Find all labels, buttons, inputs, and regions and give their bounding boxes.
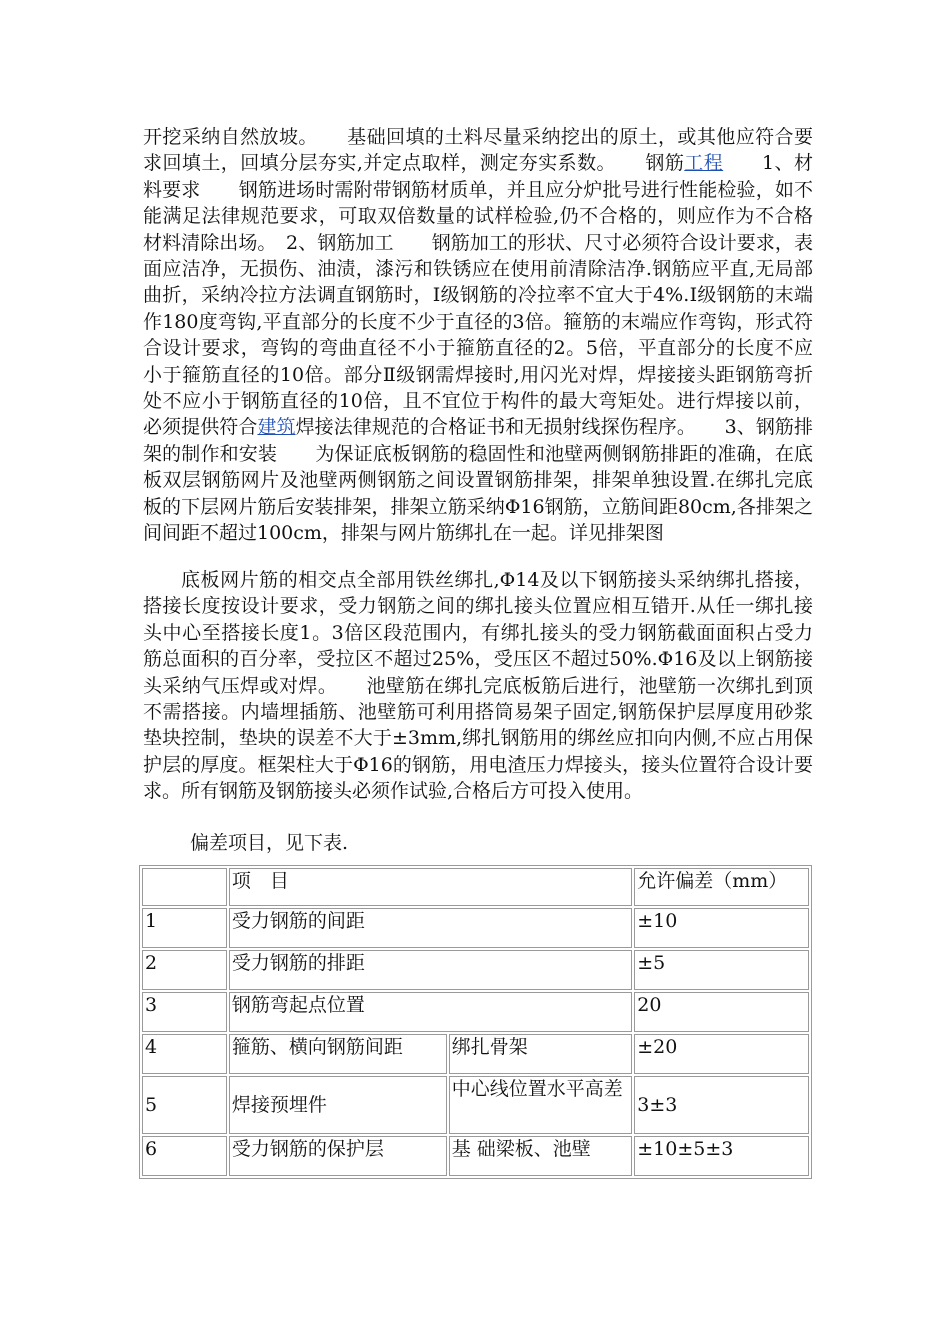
link-jianzhu[interactable]: 建筑	[257, 416, 296, 439]
header-item: 项 目	[229, 868, 632, 906]
link-gongcheng[interactable]: 工程	[684, 152, 724, 175]
table-row	[142, 950, 809, 990]
cell-no: 3	[142, 992, 227, 1032]
cell-item: 钢筋弯起点位置	[229, 992, 632, 1032]
table-header-row	[142, 868, 809, 906]
cell-tolerance: ±5	[634, 950, 809, 990]
cell-sub-item: 绑扎骨架	[449, 1034, 633, 1074]
cell-tolerance: ±10	[634, 908, 809, 948]
cell-tolerance: 3±3	[634, 1076, 809, 1134]
cell-no: 5	[142, 1076, 227, 1134]
paragraph-text: 1、材料要求 钢筋进场时需附带钢筋材质单，并且应分炉批号进行性能检验，如不能满足法律规范要求，可取双倍数量的试样检验,仍不合格的，则应作为不合格材料清除出场。 2、钢筋加工 钢筋加工的形状、尺寸必须符合设计要求，表面应洁净，无损伤、油渍，漆污和铁锈应在使用前清除洁净.钢筋应平直,无局部曲折，采纳冷拉方法调直钢筋时，Ⅰ级钢筋的冷拉率不宜大于4%.Ⅰ级钢筋的末端作180度弯钩,平直部分的长度不少于直径的3倍。箍筋的末端应作弯钩，形式符合设计要求，弯钩的弯曲直径不小于箍筋直径的2。5倍，平直部分的长度不应小于箍筋直径的10倍。部分Ⅱ级钢需焊接时,用闪光对焊，焊接接头距钢筋弯折处不应小于钢筋直径的10倍，且不宜位于构件的最大弯矩处。进行焊接以前，必须提供符合	[143, 152, 813, 439]
deviation-table	[139, 865, 812, 1179]
header-tolerance: 允许偏差（mm）	[634, 868, 809, 906]
cell-no: 6	[142, 1136, 227, 1176]
cell-item: 受力钢筋的保护层	[229, 1136, 447, 1176]
table-row	[142, 1076, 809, 1134]
cell-sub-item: 中心线位置水平高差	[449, 1076, 633, 1134]
header-no	[142, 868, 227, 906]
cell-no: 1	[142, 908, 227, 948]
cell-no: 4	[142, 1034, 227, 1074]
table-row	[142, 1034, 809, 1074]
table-row	[142, 1136, 809, 1176]
cell-tolerance: ±20	[634, 1034, 809, 1074]
cell-tolerance: ±10±5±3	[634, 1136, 809, 1176]
cell-tolerance: 20	[634, 992, 809, 1032]
table-row	[142, 908, 809, 948]
cell-item: 箍筋、横向钢筋间距	[229, 1034, 447, 1074]
paragraph-rebar-construction	[143, 124, 813, 547]
cell-item: 受力钢筋的间距	[229, 908, 632, 948]
cell-no: 2	[142, 950, 227, 990]
paragraph-text: 开挖采纳自然放坡。 基础回填的土料尽量采纳挖出的原土，或其他应符合要求回填土，回填分层夯实,并定点取样，测定夯实系数。 钢筋	[143, 126, 813, 175]
cell-item: 受力钢筋的排距	[229, 950, 632, 990]
cell-sub-item: 基 础梁板、池壁	[449, 1136, 633, 1176]
paragraph-table-intro: 偏差项目，见下表.	[190, 832, 349, 854]
paragraph-binding-rules: 底板网片筋的相交点全部用铁丝绑扎,Φ14及以下钢筋接头采纳绑扎搭接，搭接长度按设计要求，受力钢筋之间的绑扎接头位置应相互错开.从任一绑扎接头中心至搭接长度1。3倍区段范围内，有绑扎接头的受力钢筋截面面积占受力筋总面积的百分率，受拉区不超过25%，受压区不超过50%.Φ16及以上钢筋接头采纳气压焊或对焊。 池壁筋在绑扎完底板筋后进行，池壁筋一次绑扎到顶不需搭接。内墙埋插筋、池壁筋可利用搭筒易架子固定,钢筋保护层厚度用砂浆垫块控制，垫块的误差不大于±3mm,绑扎钢筋用的绑丝应扣向内侧,不应占用保护层的厚度。框架柱大于Φ16的钢筋，用电渣压力焊接头，接头位置符合设计要求。所有钢筋及钢筋接头必须作试验,合格后方可投入使用。	[143, 569, 813, 803]
paragraph-text: 焊接法律规范的合格证书和无损射线探伤程序。 3、钢筋排架的制作和安装 为保证底板钢筋的稳固性和池壁两侧钢筋排距的准确，在底板双层钢筋网片及池壁两侧钢筋之间设置钢筋排架，排架单独设置.在绑扎完底板的下层网片筋后安装排架，排架立筋采纳Φ16钢筋，立筋间距80cm,各排架之间间距不超过100cm，排架与网片筋绑扎在一起。详见排架图	[143, 416, 813, 545]
cell-item: 焊接预埋件	[229, 1076, 447, 1134]
table-row	[142, 992, 809, 1032]
